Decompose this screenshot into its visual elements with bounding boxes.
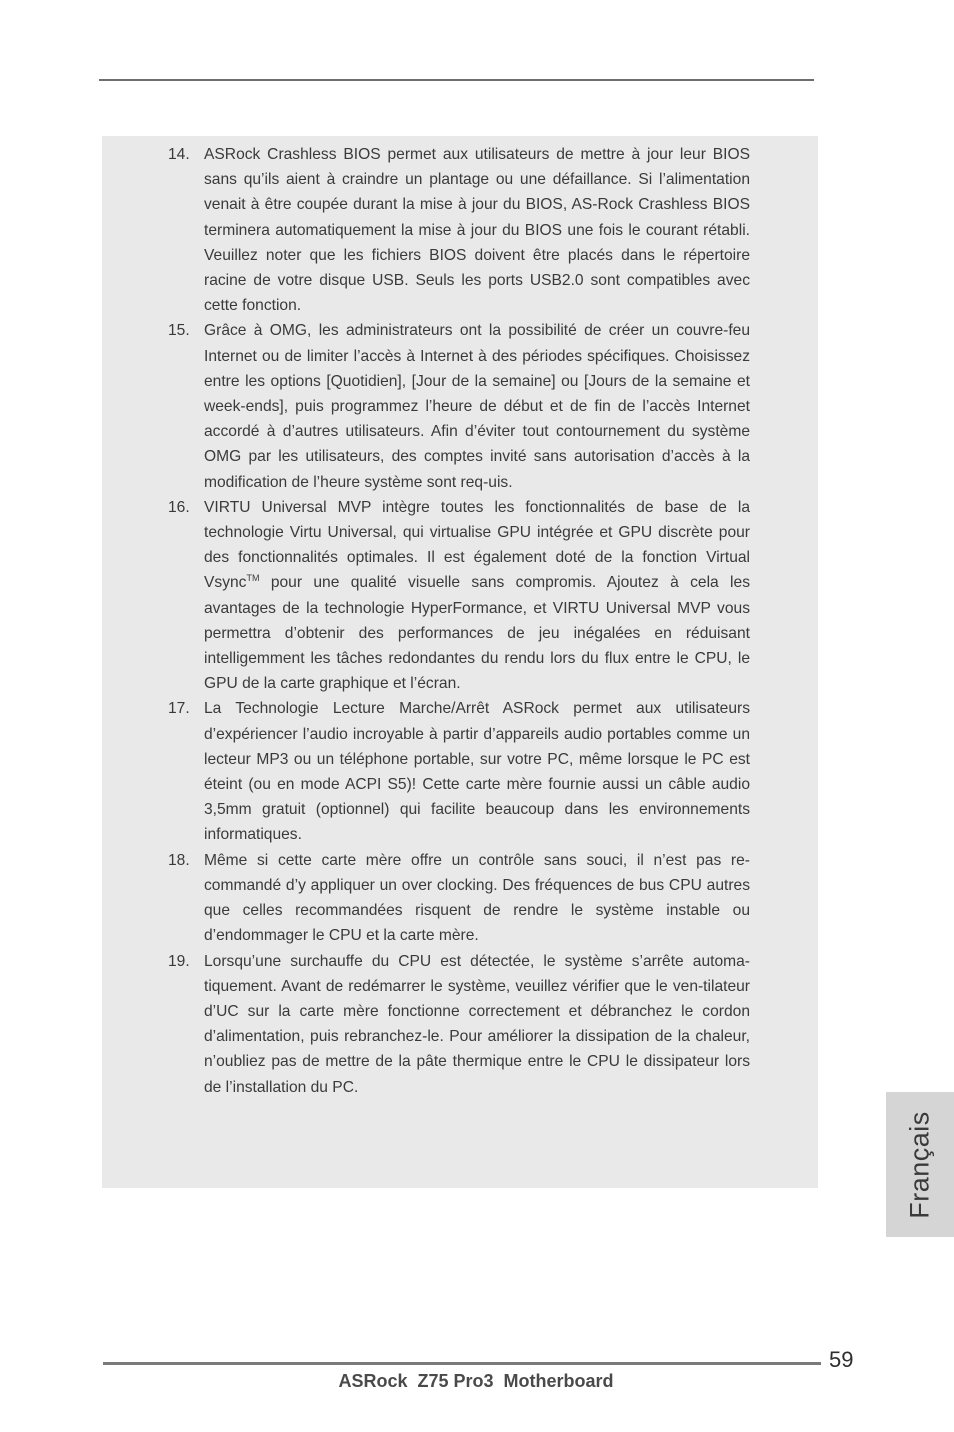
item-text-part: pour une qualité visuelle sans compromis. Ajoutez à cela les avantages de la technologie HyperFormance, et VIRTU Universal MVP vous permettra d’obtenir des performances de jeu inégalées en réduisant intelligemment les tâches redondantes du rendu lors du flux entre le CPU, le GPU de la carte graphique et l’écran. [204,574,750,693]
item-text: ASRock Crashless BIOS permet aux utilisateurs de mettre à jour leur BIOS sans qu’ils aient à craindre un plantage ou une défaillance. Si l’alimentation venait à être coupée durant la mise à jour du BIOS, AS-Rock Crashless BIOS terminera automatiquement la mise à jour du BIOS une fois le courant rétabli. Veuillez noter que les fichiers BIOS doivent être placés dans le répertoire racine de votre disque USB. Seuls les ports USB2.0 sont compatibles avec cette fonction. [204,146,750,315]
item-number: 17. [168,700,190,718]
page-number: 59 [829,1347,854,1372]
feature-list [168,142,750,1100]
item-number: 14. [168,146,190,163]
item-text: Même si cette carte mère offre un contrôle sans souci, il n’est pas re-commandé d’y appliquer un over clocking. Des fréquences de bus CPU autres que celles recommandées risquent de rendre le système instable ou d’endommager le CPU et la carte mère. [204,851,750,945]
trademark-sup: TM [246,573,260,584]
item-text: Grâce à OMG, les administrateurs ont la possibilité de créer un couvre-feu Internet ou de limiter l’accès à Internet à des périodes spécifiques. Choisissez entre les options [Quotidien], [Jour de la semaine] ou [Jours de la semaine et week-ends], puis programmez l’heure de début et de fin de l’accès Internet accordé à d’autres utilisateurs. Afin d’éviter tout contournement du système OMG par les utilisateurs, des comptes invité sans autorisation d’accès à la modification de l’heure système sont req-uis. [204,322,750,491]
footer-rule [103,1362,821,1365]
list-item [168,696,750,847]
item-number: 18. [168,851,190,869]
list-item [168,848,750,949]
item-number: 19. [168,952,190,970]
language-tab-label: Français [904,1110,935,1219]
item-number: 15. [168,322,190,340]
item-text-part: VIRTU Universal MVP intègre toutes les fonctionnalités de base de la technologie Virtu Universal, qui virtualise GPU intégrée et GPU discrète pour des fonctionnalités optimales. Il est également doté de la fonction Virtual Vsync [204,498,750,592]
list-item [168,142,750,318]
language-tab [886,1092,954,1237]
footer-title: ASRock Z75 Pro3 Motherboard [338,1371,614,1391]
list-item [168,949,750,1100]
list-item [168,495,750,697]
item-number: 16. [168,498,190,516]
item-text: Lorsqu’une surchauffe du CPU est détectée, le système s’arrête automa-tiquement. Avant de redémarrer le système, veuillez vérifier que le ven-tilateur d’UC sur la carte mère fonctionne correctement et débranchez le cordon d’alimentation, puis rebranchez-le. Pour améliorer la dissipation de la chaleur, n’oubliez pas de mettre de la pâte thermique entre le CPU le dissipateur lors de l’installation du PC. [204,952,750,1096]
item-text [204,499,750,692]
item-text: La Technologie Lecture Marche/Arrêt ASRock permet aux utilisateurs d’expériencer l’audio incroyable à partir d’appareils audio portables comme un lecteur MP3 ou un téléphone portable, sur votre PC, même lorsque le PC est éteint (ou en mode ACPI S5)! Cette carte mère fournie aussi un câble audio 3,5mm gratuit (optionnel) qui facilite beaucoup dans les environnements informatiques. [204,700,750,844]
header-rule [99,79,814,81]
list-item [168,318,750,494]
